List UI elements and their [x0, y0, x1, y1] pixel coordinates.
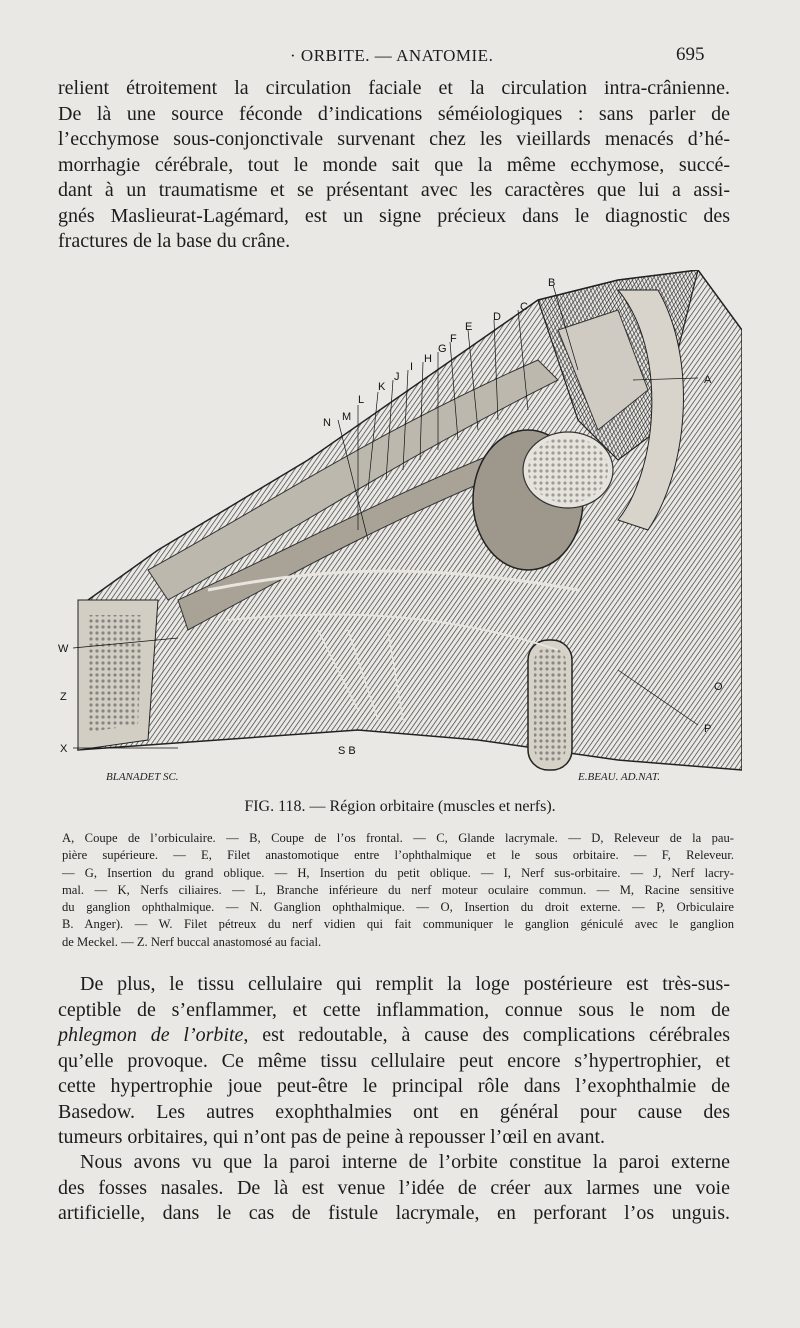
figure-caption: FIG. 118. — Région orbitaire (muscles et nerfs).	[244, 798, 556, 815]
text-line: De plus, le tissu cellulaire qui remplit la loge postérieure est très-sus-	[80, 973, 730, 995]
text-line: relient étroitement la circulation faciale et la circulation intra-crânienne.	[58, 77, 730, 99]
label-g: G	[438, 343, 447, 355]
text-line: tumeurs orbitaires, qui n’ont pas de peine à repousser l’œil en avant.	[58, 1126, 606, 1148]
label-f: F	[450, 333, 457, 345]
legend-line: de Meckel. — Z. Nerf buccal anastomosé au facial.	[62, 934, 322, 949]
text-line: phlegmon de l’orbite, est redoutable, à cause des complications cérébrales	[58, 1024, 730, 1046]
label-h: H	[424, 353, 432, 365]
figure-legend	[62, 830, 734, 951]
legend-line: A, Coupe de l’orbiculaire. — B, Coupe de l’os frontal. — C, Glande lacrymale. — D, Releveur de la pau-	[62, 831, 734, 845]
text-line: des fosses nasales. De là est venue l’idée de créer aux larmes une voie	[58, 1176, 730, 1199]
text-line: gnés Maslieurat-Lagémard, est un signe précieux dans le diagnostic des	[58, 204, 730, 227]
label-m: M	[342, 411, 352, 423]
text-line: qu’elle provoque. Ce même tissu cellulaire peut encore s’hypertrophier, et	[58, 1049, 730, 1072]
text-line: Nous avons vu que la paroi interne de l’orbite constitue la paroi externe	[80, 1151, 730, 1173]
label-d: D	[493, 311, 501, 323]
text-line: artificielle, dans le cas de fistule lacrymale, en perforant l’os unguis.	[58, 1202, 730, 1224]
page-number: 695	[676, 44, 705, 65]
text-line: fractures de la base du crâne.	[58, 230, 291, 252]
text-line: morrhagie cérébrale, tout le monde sait que la même ecchymose, succé-	[58, 153, 730, 176]
label-sb: S B	[338, 745, 356, 757]
text-line: De là une source féconde d’indications séméiologiques : sans parler de	[58, 102, 730, 125]
text-line: cette hypertrophie joue peut-être le principal rôle dans l’exophthalmie de	[58, 1075, 730, 1097]
legend-line: du ganglion ophthalmique. — N. Ganglion ophthalmique. — O, Insertion du droit externe. — P, Orbiculaire	[62, 900, 734, 915]
text-line: ceptible de s’enflammer, et cette inflammation, connue sous le nom de	[58, 998, 730, 1021]
figure-labels	[58, 270, 742, 785]
label-x: X	[60, 743, 68, 755]
label-k: K	[378, 381, 386, 393]
anatomical-engraving	[58, 270, 742, 785]
legend-line: B. Anger). — W. Filet pétreux du nerf vidien qui fait communiquer le ganglion géniculé avec le ganglion	[62, 917, 734, 932]
label-z: Z	[60, 691, 67, 703]
running-title: · ORBITE. — ANATOMIE.	[290, 46, 494, 65]
label-e: E	[465, 321, 473, 333]
paragraph-2	[58, 972, 730, 1151]
label-j: J	[394, 371, 400, 383]
label-o: O	[714, 681, 723, 693]
text-line: l’ecchymose sous-conjonctivale survenant chez les vieillards menacés d’hé-	[58, 128, 730, 150]
text-line: dant à un traumatisme et se présentant avec les caractères que lui a assi-	[58, 179, 730, 201]
label-c: C	[520, 301, 528, 313]
label-w: W	[58, 643, 69, 655]
label-i: I	[410, 361, 414, 373]
paragraph-1	[58, 76, 730, 255]
legend-line: — G, Insertion du grand oblique. — H, Insertion du petit oblique. — I, Nerf sus-orbitaire. — J, Nerf lacry-	[62, 865, 734, 880]
label-l: L	[358, 394, 365, 406]
paragraph-3	[58, 1150, 730, 1227]
label-n: N	[323, 417, 331, 429]
legend-line: pière supérieure. — E, Filet anastomotique entre l’ophthalmique et le sous orbitaire. — F, Releveur.	[62, 848, 734, 863]
label-b: B	[548, 277, 556, 289]
running-header	[0, 42, 800, 72]
label-p: P	[704, 723, 712, 735]
engraver-signature: BLANADET SC.	[106, 771, 179, 783]
artist-signature: E.BEAU. AD.NAT.	[578, 771, 660, 783]
text-line: Basedow. Les autres exophthalmies ont en général pour cause des	[58, 1100, 730, 1123]
label-a: A	[704, 374, 712, 386]
legend-line: mal. — K, Nerfs ciliaires. — L, Branche inférieure du nerf moteur oculaire commun. — M, Racine sensitive	[62, 882, 734, 897]
